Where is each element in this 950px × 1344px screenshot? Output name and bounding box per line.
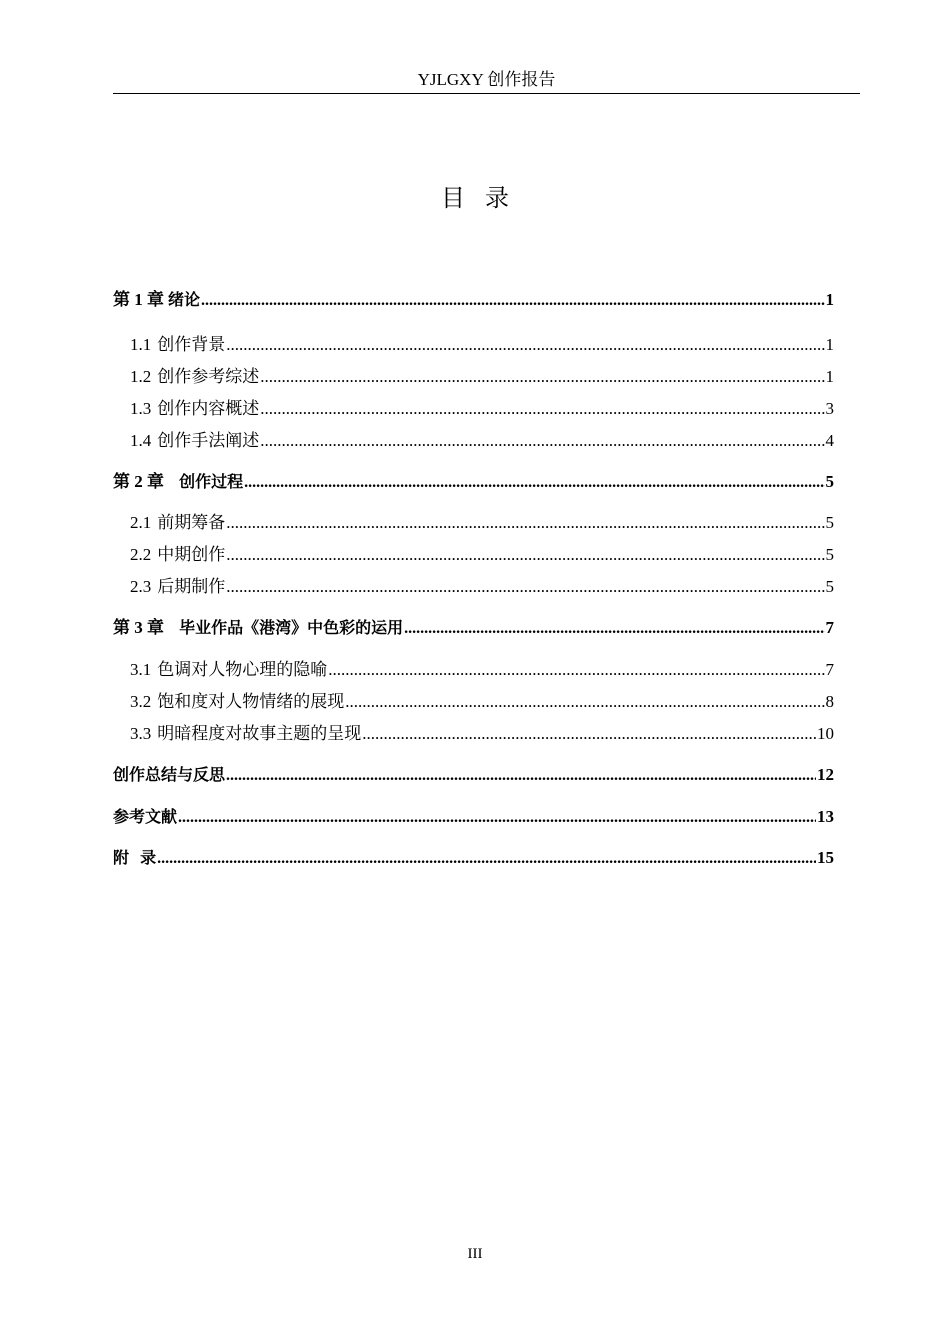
- toc-section-entry[interactable]: [113, 543, 834, 567]
- toc-section-entry[interactable]: [113, 722, 834, 746]
- toc-leader-dots: [328, 658, 824, 682]
- toc-leader-dots: [226, 333, 824, 357]
- toc-entry-page: 1: [825, 290, 834, 309]
- toc-leader-dots: [260, 429, 824, 453]
- toc-entry-number: 1.1: [130, 335, 152, 354]
- toc-entry-label: 参考文献: [113, 807, 178, 826]
- toc-entry-number: 2.2: [130, 545, 152, 564]
- toc-entry-page: 7: [825, 618, 834, 637]
- toc-entry-label: 明暗程度对故事主题的呈现: [157, 724, 362, 743]
- toc-entry-label: 创作手法阐述: [157, 431, 260, 450]
- toc-chapter-entry[interactable]: [113, 763, 834, 788]
- toc-section-entry[interactable]: [113, 397, 834, 421]
- page-header: [113, 66, 860, 94]
- toc-entry-page: 4: [825, 431, 834, 450]
- toc-entry-page: 10: [817, 724, 834, 743]
- toc-entry-page: 12: [817, 765, 834, 784]
- toc-entry-page: 1: [825, 335, 834, 354]
- toc-chapter-entry[interactable]: [113, 616, 834, 641]
- toc-section-entry[interactable]: [113, 429, 834, 453]
- toc-entry-label: 附 录: [113, 848, 157, 867]
- toc-leader-dots: [260, 397, 824, 421]
- toc-entry-page: 13: [817, 807, 834, 826]
- toc-leader-dots: [345, 690, 824, 714]
- toc-leader-dots: [226, 511, 824, 535]
- toc-entry-label: 中期创作: [157, 545, 226, 564]
- toc-entry-label: 创作总结与反思: [113, 765, 226, 784]
- toc-entry-label: 前期筹备: [157, 513, 226, 532]
- toc-entry-label: 创作内容概述: [157, 399, 260, 418]
- toc-entry-label: 创作背景: [157, 335, 226, 354]
- toc-leader-dots: [226, 543, 824, 567]
- toc-section-entry[interactable]: [113, 365, 834, 389]
- toc-entry-number: 3.1: [130, 660, 152, 679]
- toc-entry-page: 1: [825, 367, 834, 386]
- toc-entry-page: 7: [825, 660, 834, 679]
- toc-leader-dots: [178, 806, 816, 830]
- toc-entry-label: 饱和度对人物情绪的展现: [157, 692, 345, 711]
- toc-section-entry[interactable]: [113, 690, 834, 714]
- page-number: III: [467, 1246, 483, 1262]
- toc-entry-number: 3.2: [130, 692, 152, 711]
- toc-entry-page: 15: [817, 848, 834, 867]
- toc-leader-dots: [404, 617, 824, 641]
- toc-entry-number: 1.2: [130, 367, 152, 386]
- toc-entry-page: 5: [825, 577, 834, 596]
- toc-entry-number: 1.3: [130, 399, 152, 418]
- toc-entry-number: 第 1 章: [113, 290, 164, 309]
- toc-chapter-entry[interactable]: [113, 846, 834, 871]
- toc-entry-number: 2.3: [130, 577, 152, 596]
- toc-entry-number: 2.1: [130, 513, 152, 532]
- toc-entry-label: 色调对人物心理的隐喻: [157, 660, 328, 679]
- header-text: YJLGXY 创作报告: [417, 70, 556, 89]
- toc-leader-dots: [260, 365, 824, 389]
- toc-chapter-entry[interactable]: [113, 288, 834, 313]
- toc-entry-page: 5: [825, 513, 834, 532]
- toc-entry-label: 毕业作品《港湾》中色彩的运用: [168, 618, 404, 637]
- toc-chapter-entry[interactable]: [113, 805, 834, 830]
- toc-section-entry[interactable]: [113, 333, 834, 357]
- toc-leader-dots: [244, 471, 824, 495]
- toc-entry-number: 3.3: [130, 724, 152, 743]
- toc-entry-label: 后期制作: [157, 577, 226, 596]
- toc-leader-dots: [157, 847, 816, 871]
- toc-entry-label: 创作参考综述: [157, 367, 260, 386]
- toc-leader-dots: [362, 722, 816, 746]
- toc-entry-page: 8: [825, 692, 834, 711]
- toc-chapter-entry[interactable]: [113, 470, 834, 495]
- toc-section-entry[interactable]: [113, 658, 834, 682]
- toc-entry-page: 3: [825, 399, 834, 418]
- toc-leader-dots: [201, 289, 824, 313]
- toc-entry-number: 第 2 章: [113, 472, 164, 491]
- toc-entry-page: 5: [825, 472, 834, 491]
- toc-entry-number: 第 3 章: [113, 618, 164, 637]
- toc-section-entry[interactable]: [113, 511, 834, 535]
- page-footer: [0, 1246, 950, 1263]
- toc-entry-number: 1.4: [130, 431, 152, 450]
- toc-leader-dots: [226, 575, 824, 599]
- toc-entry-page: 5: [825, 545, 834, 564]
- toc-section-entry[interactable]: [113, 575, 834, 599]
- toc-leader-dots: [226, 764, 816, 788]
- toc-entry-label: 绪论: [168, 290, 201, 309]
- toc-entry-label: 创作过程: [168, 472, 244, 491]
- toc-title: 目录: [441, 184, 529, 212]
